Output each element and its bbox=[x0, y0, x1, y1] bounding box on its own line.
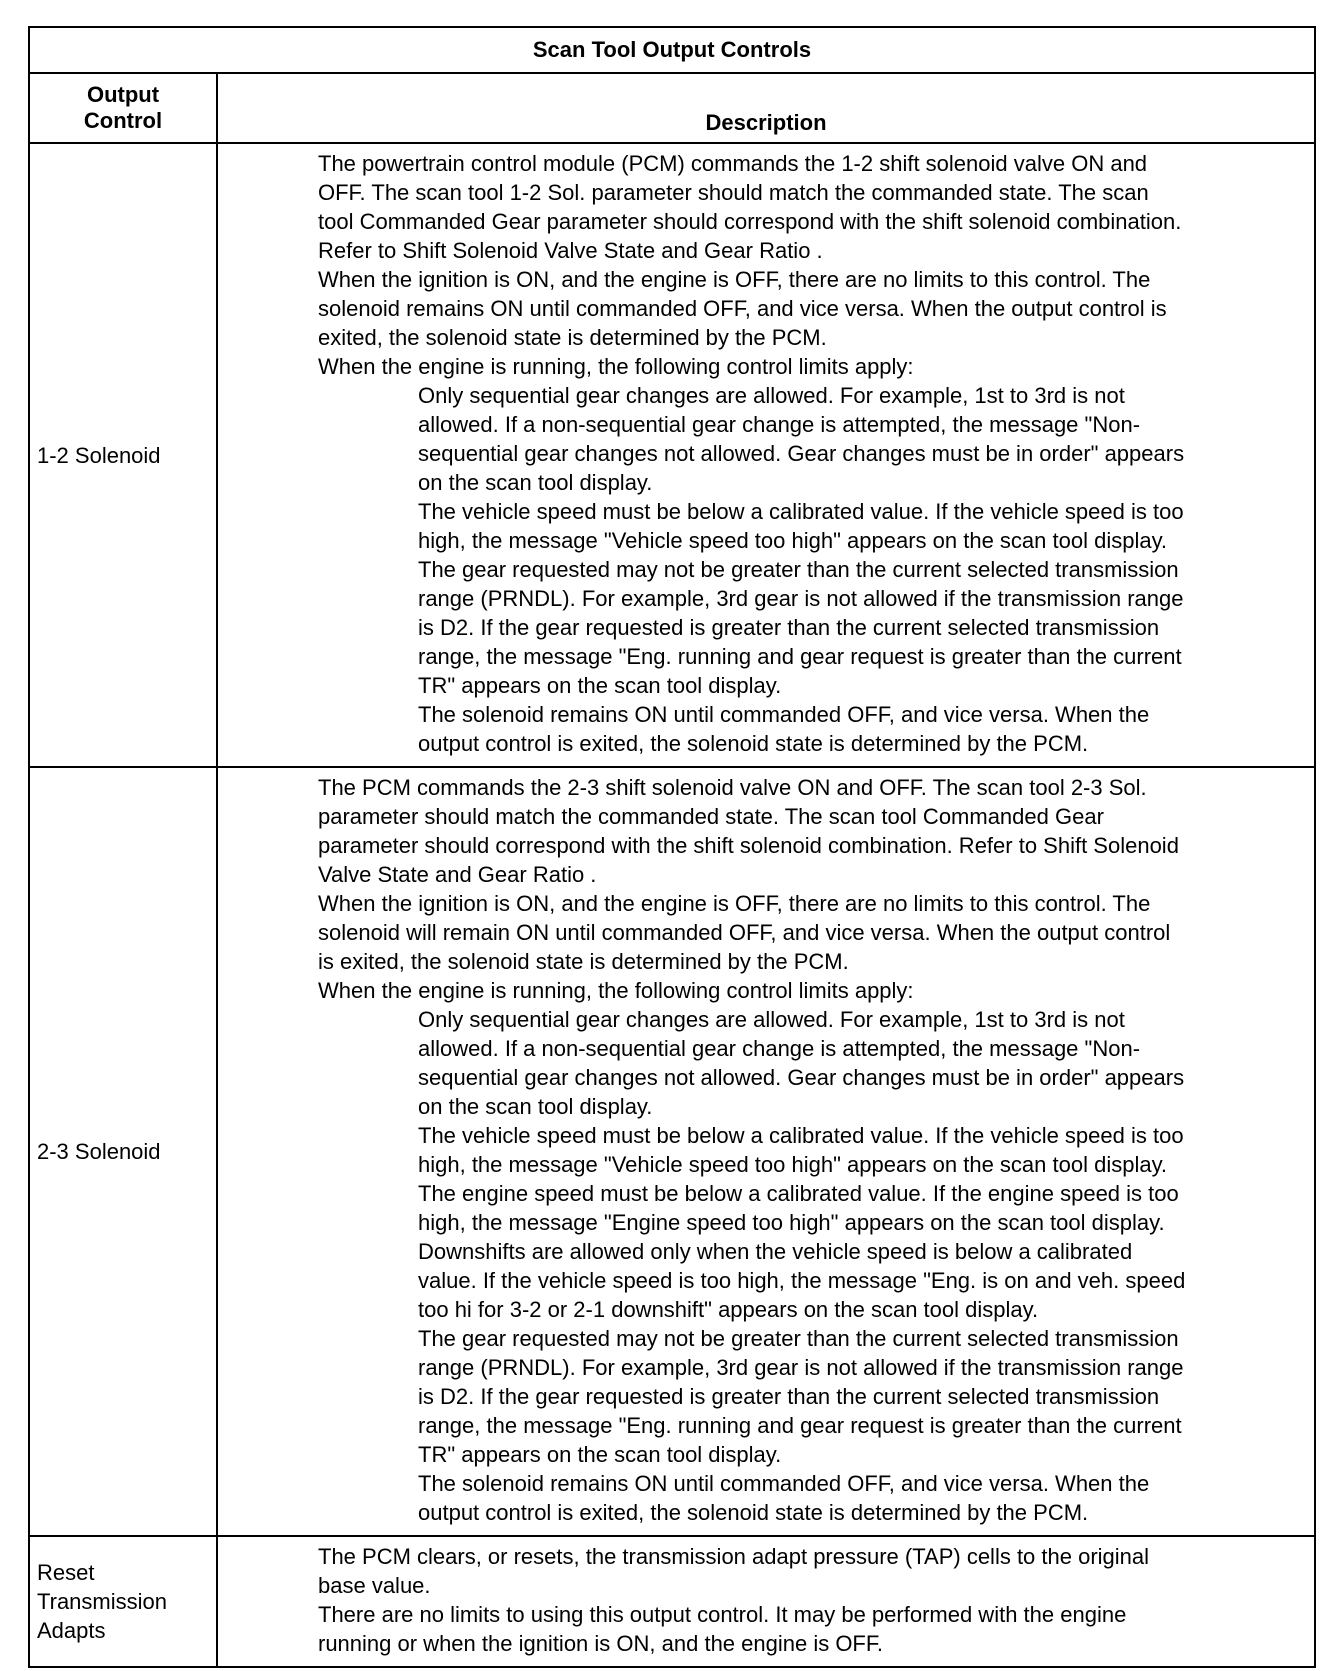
limit-line: is D2. If the gear requested is greater than the current selected transmission bbox=[418, 1384, 1160, 1409]
description-line: When the engine is running, the following control limits apply: bbox=[318, 354, 914, 379]
description-line: running or when the ignition is ON, and the engine is OFF. bbox=[318, 1631, 883, 1656]
limit-line: The solenoid remains ON until commanded OFF, and vice versa. When the bbox=[418, 702, 1150, 727]
output-controls-table bbox=[28, 26, 1316, 1668]
label-line: Adapts bbox=[37, 1618, 106, 1643]
row-description bbox=[217, 767, 1315, 1536]
label-line: Reset bbox=[37, 1560, 95, 1585]
limit-line: Only sequential gear changes are allowed. For example, 1st to 3rd is not bbox=[418, 1007, 1125, 1032]
description-line: solenoid remains ON until commanded OFF, and vice versa. When the output control is bbox=[318, 296, 1167, 321]
limit-line: allowed. If a non-sequential gear change is attempted, the message "Non- bbox=[418, 1036, 1141, 1061]
limit-line: range (PRNDL). For example, 3rd gear is not allowed if the transmission range bbox=[418, 1355, 1184, 1380]
limit-line: The gear requested may not be greater than the current selected transmission bbox=[418, 1326, 1179, 1351]
description-line: solenoid will remain ON until commanded OFF, and vice versa. When the output control bbox=[318, 920, 1171, 945]
limit-line: on the scan tool display. bbox=[418, 1094, 653, 1119]
limit-line: range, the message "Eng. running and gear request is greater than the current bbox=[418, 644, 1182, 669]
limit-line: sequential gear changes not allowed. Gear changes must be in order" appears bbox=[418, 441, 1185, 466]
description-line: When the ignition is ON, and the engine is OFF, there are no limits to this control. The bbox=[318, 891, 1151, 916]
limit-line: output control is exited, the solenoid state is determined by the PCM. bbox=[418, 1500, 1089, 1525]
description-line: parameter should correspond with the shift solenoid combination. Refer to Shift Solenoid bbox=[318, 833, 1179, 858]
limit-line: The gear requested may not be greater than the current selected transmission bbox=[418, 557, 1179, 582]
limit-line: range (PRNDL). For example, 3rd gear is not allowed if the transmission range bbox=[418, 586, 1184, 611]
limit-line: The vehicle speed must be below a calibrated value. If the vehicle speed is too bbox=[418, 1123, 1184, 1148]
limit-line: Downshifts are allowed only when the vehicle speed is below a calibrated bbox=[418, 1239, 1133, 1264]
table-title-row bbox=[29, 27, 1315, 73]
description-line: When the ignition is ON, and the engine is OFF, there are no limits to this control. The bbox=[318, 267, 1151, 292]
limit-line: Only sequential gear changes are allowed. For example, 1st to 3rd is not bbox=[418, 383, 1125, 408]
description-line: Refer to Shift Solenoid Valve State and Gear Ratio . bbox=[318, 238, 823, 263]
limit-line: high, the message "Vehicle speed too high" appears on the scan tool display. bbox=[418, 528, 1168, 553]
limit-line: high, the message "Engine speed too high" appears on the scan tool display. bbox=[418, 1210, 1165, 1235]
row-description bbox=[217, 1536, 1315, 1667]
table-header-row bbox=[29, 73, 1315, 143]
limit-line: output control is exited, the solenoid state is determined by the PCM. bbox=[418, 731, 1089, 756]
limit-line: allowed. If a non-sequential gear change is attempted, the message "Non- bbox=[418, 412, 1141, 437]
limit-line: value. If the vehicle speed is too high, the message "Eng. is on and veh. speed bbox=[418, 1268, 1186, 1293]
limit-line: TR" appears on the scan tool display. bbox=[418, 673, 782, 698]
description-line: There are no limits to using this output control. It may be performed with the engine bbox=[318, 1602, 1127, 1627]
limit-line: range, the message "Eng. running and gear request is greater than the current bbox=[418, 1413, 1182, 1438]
row-label-2-3-solenoid: 2-3 Solenoid bbox=[29, 767, 217, 1536]
limit-line: The engine speed must be below a calibrated value. If the engine speed is too bbox=[418, 1181, 1179, 1206]
table-row bbox=[29, 767, 1315, 1536]
description-line: The PCM commands the 2-3 shift solenoid valve ON and OFF. The scan tool 2-3 Sol. bbox=[318, 775, 1147, 800]
description-line: parameter should match the commanded state. The scan tool Commanded Gear bbox=[318, 804, 1104, 829]
limit-line: high, the message "Vehicle speed too high" appears on the scan tool display. bbox=[418, 1152, 1168, 1177]
table-row bbox=[29, 143, 1315, 767]
row-label-reset-transmission-adapts bbox=[29, 1536, 217, 1667]
table-row bbox=[29, 1536, 1315, 1667]
description-line: The powertrain control module (PCM) commands the 1-2 shift solenoid valve ON and bbox=[318, 151, 1148, 176]
limit-line: on the scan tool display. bbox=[418, 470, 653, 495]
table-title: Scan Tool Output Controls bbox=[29, 27, 1315, 73]
description-line: OFF. The scan tool 1-2 Sol. parameter should match the commanded state. The scan bbox=[318, 180, 1149, 205]
row-label-1-2-solenoid: 1-2 Solenoid bbox=[29, 143, 217, 767]
description-line: is exited, the solenoid state is determined by the PCM. bbox=[318, 949, 849, 974]
header-output-control bbox=[29, 73, 217, 143]
limit-line: TR" appears on the scan tool display. bbox=[418, 1442, 782, 1467]
header-output-control-line1: Output bbox=[86, 82, 160, 107]
description-line: The PCM clears, or resets, the transmission adapt pressure (TAP) cells to the original bbox=[318, 1544, 1150, 1569]
limit-line: The vehicle speed must be below a calibrated value. If the vehicle speed is too bbox=[418, 499, 1184, 524]
description-line: exited, the solenoid state is determined by the PCM. bbox=[318, 325, 827, 350]
label-line: Transmission bbox=[37, 1589, 167, 1614]
limit-line: sequential gear changes not allowed. Gear changes must be in order" appears bbox=[418, 1065, 1185, 1090]
description-line: Valve State and Gear Ratio . bbox=[318, 862, 597, 887]
description-line: When the engine is running, the following control limits apply: bbox=[318, 978, 914, 1003]
limit-line: is D2. If the gear requested is greater than the current selected transmission bbox=[418, 615, 1160, 640]
header-output-control-line2: Control bbox=[83, 108, 163, 133]
header-description: Description bbox=[217, 73, 1315, 143]
description-line: base value. bbox=[318, 1573, 431, 1598]
limit-line: The solenoid remains ON until commanded OFF, and vice versa. When the bbox=[418, 1471, 1150, 1496]
description-line: tool Commanded Gear parameter should correspond with the shift solenoid combination. bbox=[318, 209, 1182, 234]
limit-line: too hi for 3-2 or 2-1 downshift" appears on the scan tool display. bbox=[418, 1297, 1039, 1322]
row-description bbox=[217, 143, 1315, 767]
output-controls-document bbox=[28, 26, 1316, 1671]
